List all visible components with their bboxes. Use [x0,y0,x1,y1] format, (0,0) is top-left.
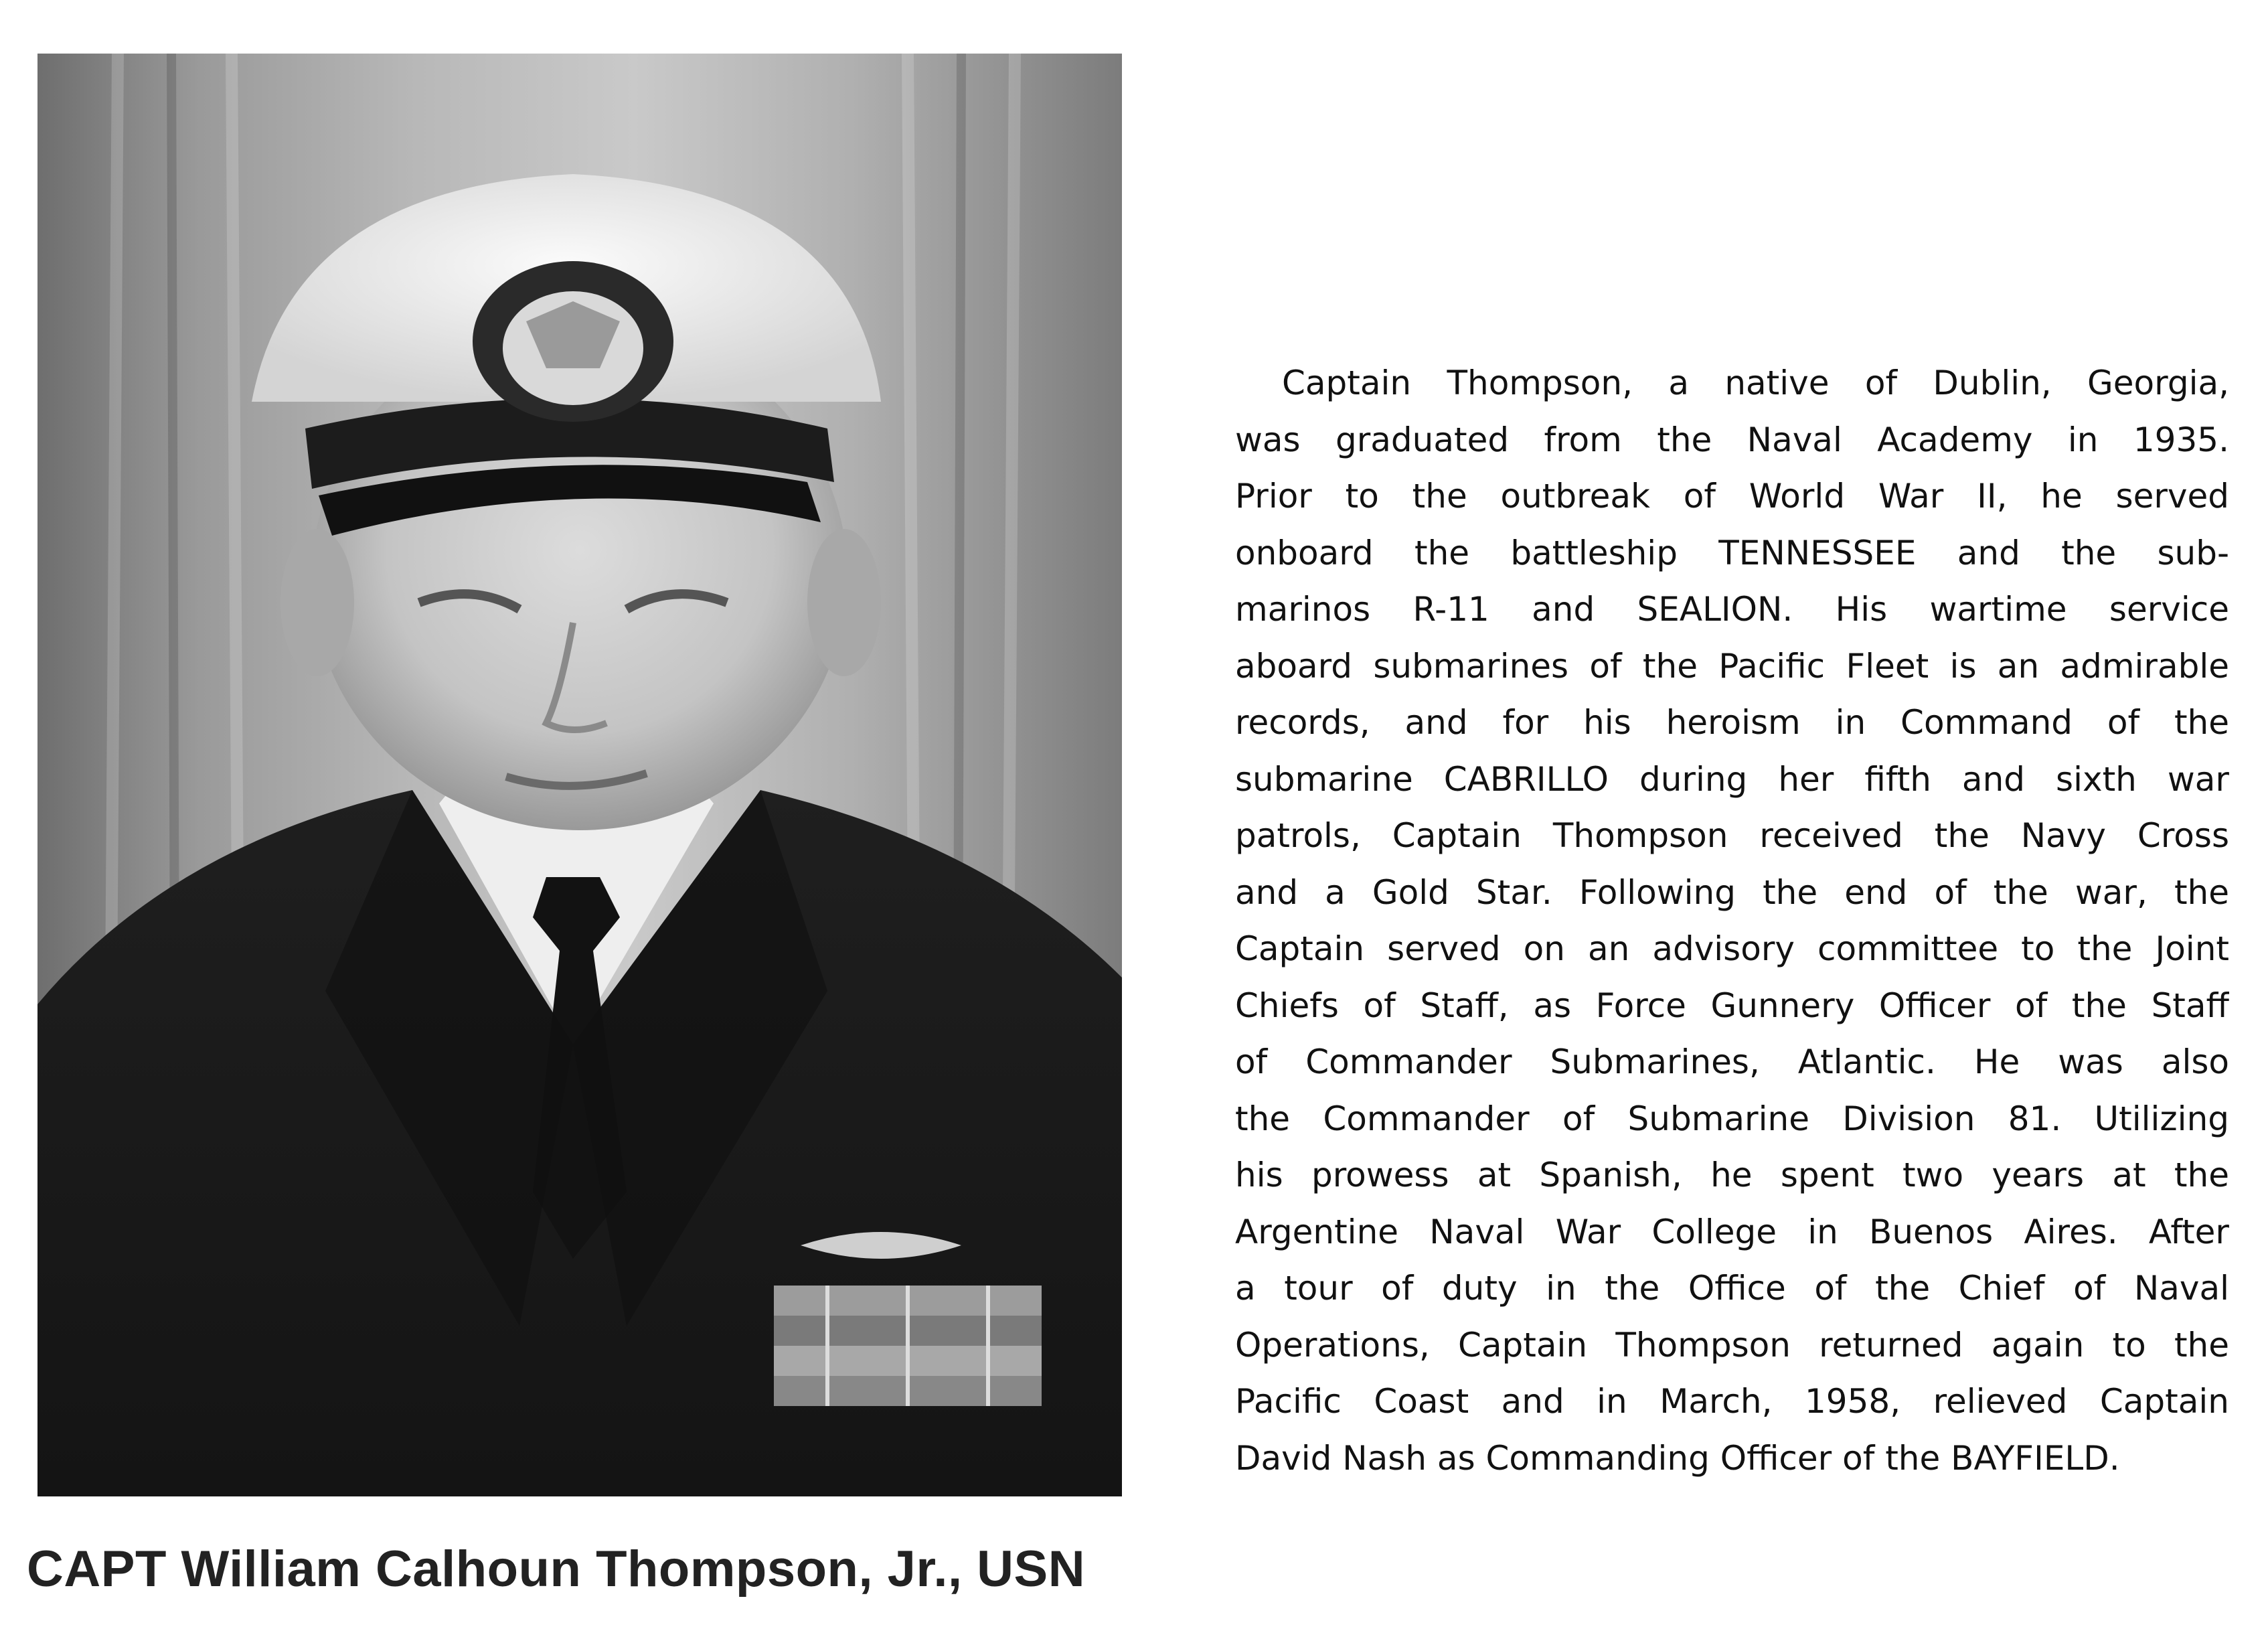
portrait-photo [37,54,1122,1496]
biography-line: David Nash as Commanding Officer of the BAYFIELD. [1235,1438,2120,1478]
biography-line: Chiefs of Staff, as Force Gunnery Officer of the Staff [1235,986,2229,1025]
biography-line: onboard the battleship TENNESSEE and the sub- [1235,533,2229,572]
biography-line: Pacific Coast and in March, 1958, relieved Captain [1235,1382,2229,1421]
biography-line: Argentine Naval War College in Buenos Aires. After [1235,1212,2229,1251]
photo-caption: CAPT William Calhoun Thompson, Jr., USN [27,1541,1086,1598]
biography-line: aboard submarines of the Pacific Fleet is an admirable [1235,646,2229,686]
biography-line: a tour of duty in the Office of the Chief of Naval [1235,1269,2229,1308]
biography-line: records, and for his heroism in Command of the [1235,703,2229,742]
biography-line: Captain served on an advisory committee to the Joint [1235,929,2229,968]
biography-line: and a Gold Star. Following the end of the war, the [1235,872,2229,912]
biography-line: was graduated from the Naval Academy in 1935. [1235,420,2229,459]
biography-line: Captain Thompson, a native of Dublin, Georgia, [1282,364,2229,402]
biography-line: marinos R-11 and SEALION. His wartime service [1235,590,2229,629]
biography-line: his prowess at Spanish, he spent two years at the [1235,1156,2229,1194]
biography-line: submarine CABRILLO during her fifth and sixth war [1235,759,2229,799]
biography-line: the Commander of Submarine Division 81. Utilizing [1235,1099,2229,1138]
biography-text [1235,355,2229,1486]
biography-line: patrols, Captain Thompson received the Navy Cross [1235,816,2229,855]
biography-line: Operations, Captain Thompson returned again to the [1235,1325,2229,1365]
biography-line: Prior to the outbreak of World War II, he served [1235,477,2229,516]
biography-line: of Commander Submarines, Atlantic. He was also [1235,1042,2229,1081]
